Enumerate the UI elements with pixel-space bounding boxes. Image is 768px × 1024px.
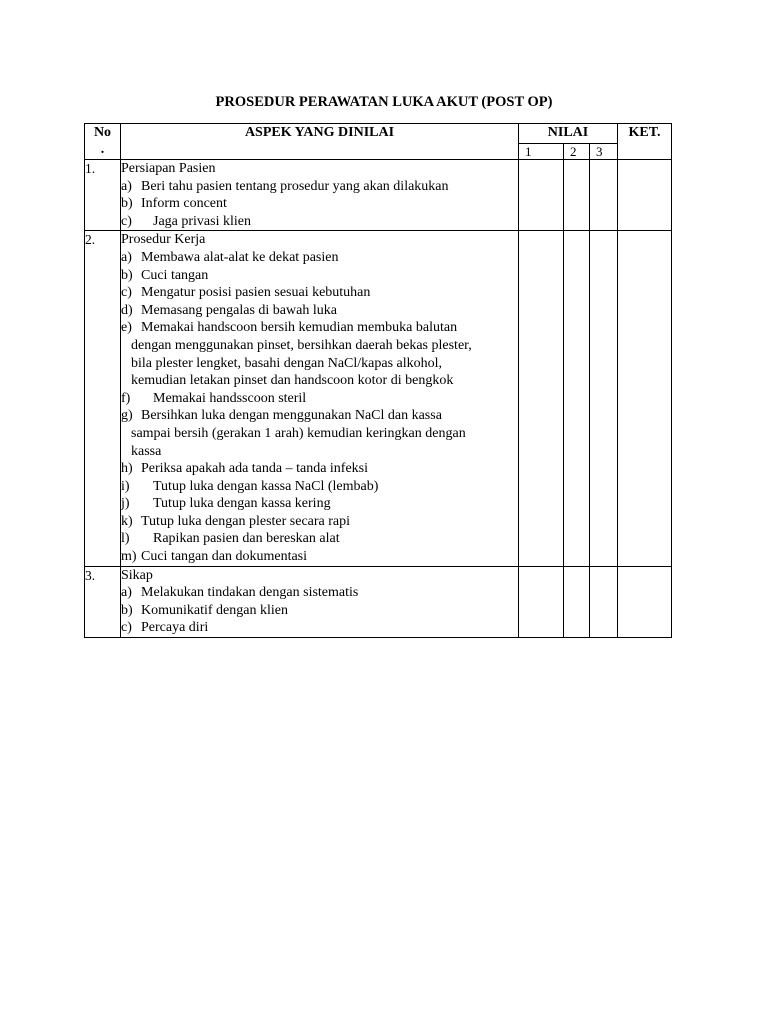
item-text: Tutup luka dengan kassa NaCl (lembab) (153, 478, 379, 494)
section-title: Prosedur Kerja (121, 232, 206, 248)
header-ket: KET. (618, 124, 672, 160)
item-label: a) (121, 178, 132, 194)
item-text: Tutup luka dengan kassa kering (153, 496, 331, 512)
section-title: Persiapan Pasien (121, 161, 216, 176)
item-label: a) (121, 249, 132, 265)
list-item (121, 195, 518, 213)
header-no-dot: . (100, 142, 105, 157)
score-cell-1[interactable] (519, 160, 564, 231)
item-text: Mengatur posisi pasien sesuai kebutuhan (141, 285, 371, 301)
ket-cell[interactable] (618, 566, 672, 637)
item-text: Jaga privasi klien (153, 213, 251, 229)
header-no-label: No (93, 125, 112, 140)
item-continuation: bila plester lengket, basahi dengan NaCl/kapas alkohol, (131, 355, 443, 371)
list-item (121, 319, 518, 337)
score-cell-1[interactable] (519, 566, 564, 637)
list-item (121, 513, 518, 531)
list-item (121, 213, 518, 231)
item-label: e) (121, 320, 132, 336)
item-label: i) (121, 478, 130, 494)
item-text: Komunikatif dengan klien (141, 602, 288, 618)
section-aspek-cell (121, 231, 519, 566)
header-aspek: ASPEK YANG DINILAI (121, 124, 519, 160)
list-item (121, 178, 518, 196)
item-label: c) (121, 620, 132, 636)
item-label: b) (121, 267, 133, 283)
list-item (121, 584, 518, 602)
ket-cell[interactable] (618, 231, 672, 566)
header-row (85, 124, 672, 144)
score-cell-3[interactable] (590, 566, 618, 637)
item-label: b) (121, 602, 133, 618)
item-label: m) (121, 549, 137, 565)
item-text: Cuci tangan dan dokumentasi (141, 549, 308, 565)
list-item (121, 284, 518, 302)
section-row (85, 231, 672, 566)
item-label: f) (121, 390, 131, 406)
item-label: g) (121, 408, 133, 424)
list-item (121, 619, 518, 637)
section-aspek-cell (121, 160, 519, 231)
section-number: 1. (85, 160, 121, 231)
item-text: Melakukan tindakan dengan sistematis (141, 585, 359, 601)
item-text: Beri tahu pasien tentang prosedur yang akan dilakukan (141, 178, 449, 194)
list-item (121, 478, 518, 496)
list-item (121, 267, 518, 285)
item-text: Membawa alat-alat ke dekat pasien (141, 249, 339, 265)
item-label: j) (121, 496, 130, 512)
item-label: a) (121, 585, 132, 601)
header-nilai: NILAI (519, 124, 618, 144)
item-text: Memasang pengalas di bawah luka (141, 302, 337, 318)
section-aspek-cell (121, 566, 519, 637)
item-text: Rapikan pasien dan bereskan alat (153, 531, 340, 547)
item-label: l) (121, 531, 130, 547)
section-number: 2. (85, 231, 121, 566)
list-item (121, 530, 518, 548)
list-item (121, 495, 518, 513)
header-nilai-2: 2 (564, 144, 590, 160)
section-row (85, 160, 672, 231)
item-text: Tutup luka dengan plester secara rapi (141, 513, 351, 529)
item-label: c) (121, 213, 132, 229)
assessment-table (84, 123, 672, 638)
list-item (121, 407, 518, 425)
list-item (121, 390, 518, 408)
score-cell-3[interactable] (590, 160, 618, 231)
header-nilai-1: 1 (519, 144, 564, 160)
header-no (85, 124, 121, 160)
ket-cell[interactable] (618, 160, 672, 231)
score-cell-2[interactable] (564, 231, 590, 566)
list-item (121, 302, 518, 320)
item-text: Percaya diri (141, 620, 209, 636)
item-text: Memakai handsscoon steril (153, 390, 307, 406)
item-text: Bersihkan luka dengan menggunakan NaCl dan kassa (141, 408, 442, 424)
score-cell-2[interactable] (564, 160, 590, 231)
item-text: Inform concent (141, 196, 227, 212)
score-cell-1[interactable] (519, 231, 564, 566)
item-label: c) (121, 285, 132, 301)
item-text: Cuci tangan (141, 267, 209, 283)
item-continuation: kemudian letakan pinset dan handscoon kotor di bengkok (131, 373, 454, 389)
list-item (121, 548, 518, 566)
score-cell-3[interactable] (590, 231, 618, 566)
section-title: Sikap (121, 567, 153, 583)
list-item (121, 460, 518, 478)
section-row (85, 566, 672, 637)
list-item (121, 602, 518, 620)
item-continuation: dengan menggunakan pinset, bersihkan daerah bekas plester, (131, 337, 472, 353)
section-number: 3. (85, 566, 121, 637)
item-label: h) (121, 461, 133, 477)
item-text: Periksa apakah ada tanda – tanda infeksi (141, 461, 369, 477)
item-label: d) (121, 302, 133, 318)
item-label: b) (121, 196, 133, 212)
list-item (121, 249, 518, 267)
item-text: Memakai handscoon bersih kemudian membuka balutan (141, 320, 458, 336)
item-continuation: kassa (131, 443, 162, 459)
page-title: PROSEDUR PERAWATAN LUKA AKUT (POST OP) (215, 94, 553, 110)
header-nilai-3: 3 (590, 144, 618, 160)
item-continuation: sampai bersih (gerakan 1 arah) kemudian keringkan dengan (131, 425, 466, 441)
score-cell-2[interactable] (564, 566, 590, 637)
item-label: k) (121, 513, 133, 529)
